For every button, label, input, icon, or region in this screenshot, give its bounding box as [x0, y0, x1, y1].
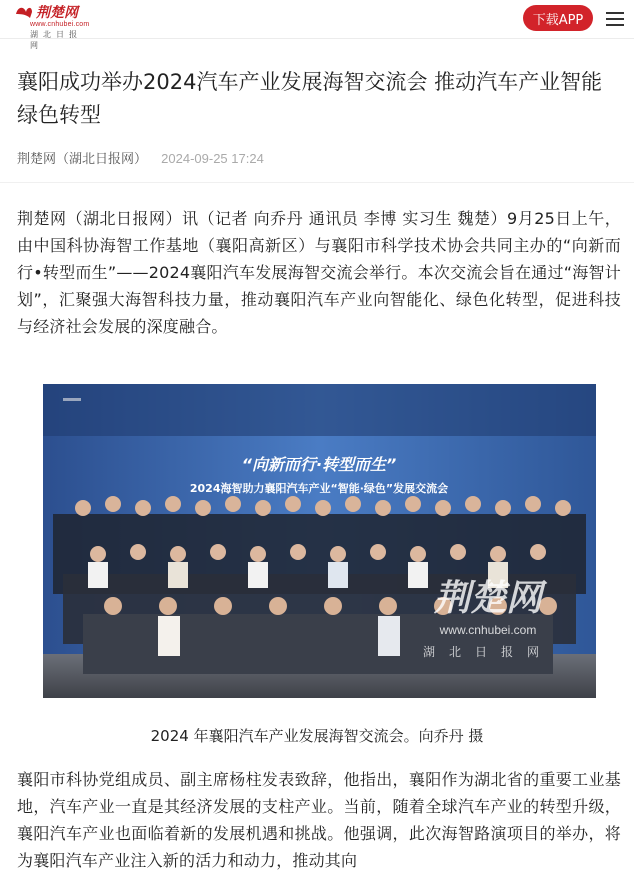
banner-title: 2024海智助力襄阳汽车产业“智能·绿色”发展交流会	[189, 482, 449, 495]
photo-caption: 2024 年襄阳汽车产业发展海智交流会。向乔丹 摄	[150, 727, 484, 745]
menu-line	[606, 18, 624, 20]
group-photo-image	[43, 384, 596, 698]
top-bar	[0, 0, 634, 50]
menu-line	[606, 12, 624, 14]
article-source[interactable]: 荆楚网（湖北日报网）	[17, 152, 148, 167]
article-paragraph: 荆楚网（湖北日报网）讯（记者 向乔丹 通讯员 李博 实习生 魏楚）9月25日上午，由中国科协海智工作基地（襄阳高新区）与襄阳市科学技术协会共同主办的“向新而行•转型而生”——2024襄阳汽车发展海智交流会举行。本次交流会旨在通过“海智计划”，汇聚强大海智科技力量，推动襄阳汽车产业向智能化、绿色化转型，促进科技与经济社会发展的深度融合。	[17, 209, 621, 336]
watermark-subtitle: 湖北日报网	[422, 645, 554, 659]
download-app-button[interactable]: 下载APP	[523, 5, 593, 31]
logo-domain: www.cnhubei.com	[30, 21, 90, 28]
article-title: 襄阳成功举办2024汽车产业发展海智交流会 推动汽车产业智能绿色转型	[17, 70, 603, 127]
site-logo[interactable]	[14, 2, 94, 50]
photo-watermark	[423, 577, 553, 659]
article-timestamp: 2024-09-25 17:24	[161, 151, 264, 166]
menu-line	[606, 24, 624, 26]
article-photo[interactable]	[43, 384, 596, 698]
article-meta	[17, 151, 264, 168]
logo-wordmark	[14, 2, 94, 22]
watermark-logo: 荆楚网	[433, 577, 543, 619]
logo-subtitle: 湖北日报网	[30, 30, 82, 50]
logo-name: 荆楚网	[36, 5, 78, 21]
article-paragraph: 襄阳市科协党组成员、副主席杨柱发表致辞，他指出，襄阳作为湖北省的重要工业基地，汽车产业一直是其经济发展的支柱产业。当前，随着全球汽车产业的转型升级，襄阳汽车产业也面临着新的发展机遇和挑战。他强调，此次海智路演项目的举办，将为襄阳汽车产业注入新的活力和动力，推动其向	[17, 770, 621, 870]
banner-slogan: “向新而行·转型而生”	[241, 455, 397, 474]
logo-emblem-icon	[16, 8, 32, 18]
divider	[0, 182, 634, 183]
hamburger-menu-icon[interactable]	[605, 8, 625, 28]
watermark-domain: www.cnhubei.com	[439, 623, 537, 637]
